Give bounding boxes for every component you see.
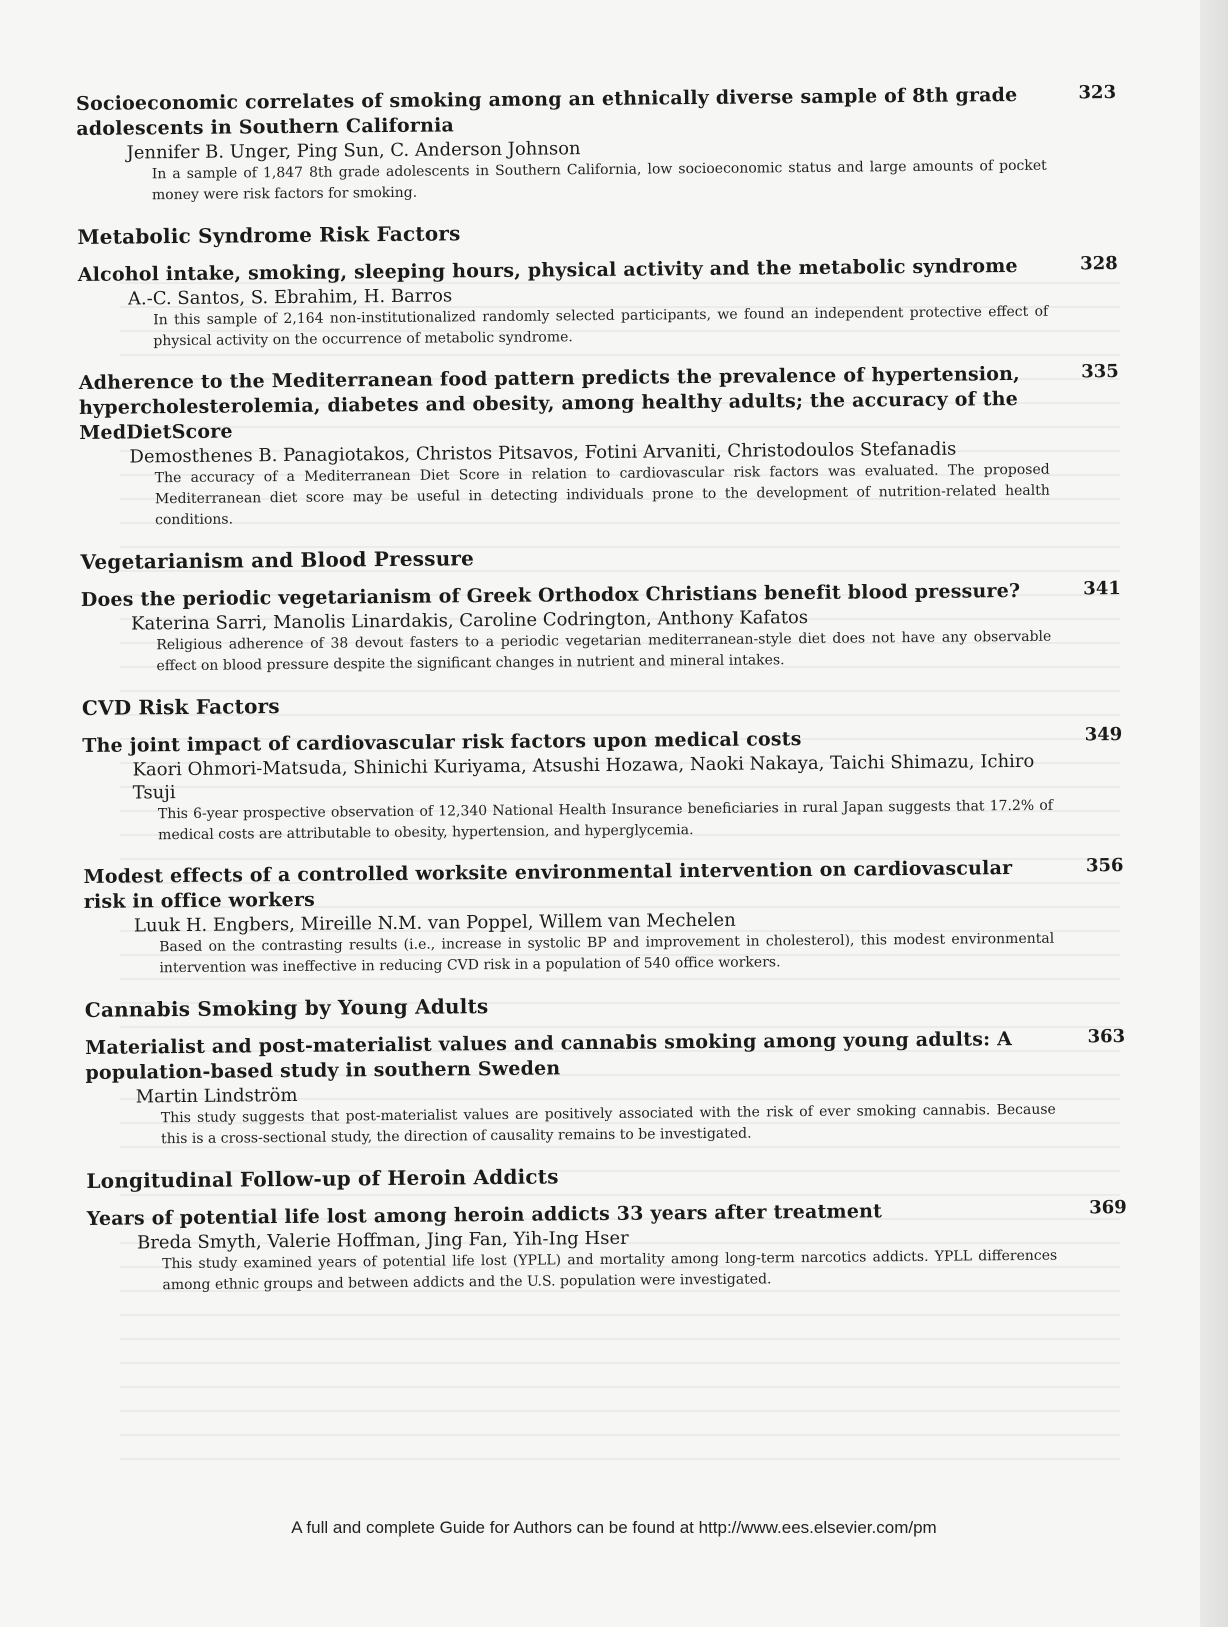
- toc-entry: [76, 82, 1117, 207]
- article-title: Alcohol intake, smoking, sleeping hours, physical activity and the metabolic syndrome: [77, 254, 1018, 286]
- article-summary: Based on the contrasting results (i.e., increase in systolic BP and improvement in cholesterol), this modest environmental intervention was ineffective in reducing CVD risk in a population of 540 office workers.: [159, 930, 1055, 977]
- page-number: 369: [1089, 1196, 1127, 1219]
- article-summary: In this sample of 2,164 non-institutionalized randomly selected participants, we found an independent protective effect of physical activity on the occurrence of metabolic syndrome.: [153, 303, 1049, 350]
- article-title: The joint impact of cardiovascular risk factors upon medical costs: [82, 728, 802, 757]
- article-title: Adherence to the Mediterranean food pattern predicts the prevalence of hypertension, hypercholesterolemia, diabetes and obesity, among healthy adults; the accuracy of the MedDietScore: [78, 362, 1021, 444]
- article-summary: Religious adherence of 38 devout fasters to a periodic vegetarian mediterranean-style diet does not have any observable effect on blood pressure despite the significant changes in nutrient and mineral intakes.: [156, 628, 1052, 675]
- toc-entry: [82, 724, 1123, 847]
- article-summary: This study examined years of potential life lost (YPLL) and mortality among long-term narcotics addicts. YPLL differences among ethnic groups and between addicts and the U.S. population were investigated.: [162, 1247, 1058, 1294]
- section-heading: Vegetarianism and Blood Pressure: [80, 546, 475, 574]
- section-heading: Cannabis Smoking by Young Adults: [84, 994, 489, 1022]
- toc-entry: [87, 1197, 1128, 1297]
- article-authors: A.-C. Santos, S. Ebrahim, H. Barros: [127, 285, 453, 310]
- article-authors: Martin Lindström: [135, 1084, 298, 1108]
- article-title: Does the periodic vegetarianism of Greek Orthodox Christians benefit blood pressure?: [80, 579, 1021, 611]
- section-heading: Longitudinal Follow-up of Heroin Addicts: [86, 1164, 559, 1193]
- article-title: Modest effects of a controlled worksite environmental intervention on cardiovascular risk in office workers: [83, 857, 1013, 913]
- article-authors: Kaori Ohmori-Matsuda, Shinichi Kuriyama, Atsushi Hozawa, Naoki Nakaya, Taichi Shimazu, Ichiro Tsuji: [132, 750, 1035, 804]
- article-summary: This study suggests that post-materialist values are positively associated with the risk of ever smoking cannabis. Because this is a cross-sectional study, the direction of causality remains to be investigated.: [160, 1101, 1056, 1148]
- article-summary: This 6-year prospective observation of 12,340 National Health Insurance beneficiaries in rural Japan suggests that 17.2% of medical costs are attributable to obesity, hypertension, and hyperglycemia.: [157, 797, 1053, 844]
- page-number: 356: [1085, 854, 1124, 877]
- article-title: Socioeconomic correlates of smoking among an ethnically diverse sample of 8th grade adolescents in Southern California: [76, 83, 1018, 140]
- footer-note: A full and complete Guide for Authors can be found at http://www.ees.elsevier.com/pm: [291, 1518, 937, 1537]
- page-number: 328: [1080, 253, 1118, 275]
- page-number: 323: [1078, 82, 1117, 104]
- page-number: 341: [1083, 577, 1121, 600]
- page-edge: [1200, 0, 1228, 1627]
- article-authors: Breda Smyth, Valerie Hoffman, Jing Fan, Yih-Ing Hser: [136, 1227, 629, 1254]
- page-number: 335: [1081, 361, 1119, 383]
- toc-entry: [79, 361, 1120, 532]
- article-title: Materialist and post-materialist values and cannabis smoking among young adults: A population-based study in southern Sweden: [85, 1028, 1013, 1084]
- section-heading: CVD Risk Factors: [81, 694, 280, 720]
- article-authors: Luuk H. Engbers, Mireille N.M. van Poppel, Willem van Mechelen: [133, 909, 736, 937]
- toc-entry: [85, 1026, 1126, 1151]
- article-authors: Demosthenes B. Panagiotakos, Christos Pitsavos, Fotini Arvaniti, Christodoulos Stefanadis: [129, 438, 957, 468]
- article-summary: In a sample of 1,847 8th grade adolescents in Southern California, low socioeconomic status and large amounts of pocket money were risk factors for smoking.: [151, 157, 1047, 204]
- page-number: 363: [1087, 1025, 1126, 1048]
- toc-entry: [78, 253, 1119, 353]
- page-number: 349: [1084, 723, 1123, 746]
- article-authors: Katerina Sarri, Manolis Linardakis, Caroline Codrington, Anthony Kafatos: [131, 606, 809, 635]
- article-title: Years of potential life lost among heroin addicts 33 years after treatment: [86, 1200, 883, 1230]
- table-of-contents: [76, 82, 1128, 1315]
- toc-entry: [83, 855, 1124, 980]
- toc-entry: [81, 578, 1122, 678]
- article-authors: Jennifer B. Unger, Ping Sun, C. Anderson Johnson: [126, 138, 581, 164]
- article-summary: The accuracy of a Mediterranean Diet Score in relation to cardiovascular risk factors was evaluated. The proposed Mediterranean diet score may be useful in detecting individuals prone to the development of nutrition-related health conditions.: [154, 461, 1050, 529]
- section-heading: Metabolic Syndrome Risk Factors: [77, 221, 461, 249]
